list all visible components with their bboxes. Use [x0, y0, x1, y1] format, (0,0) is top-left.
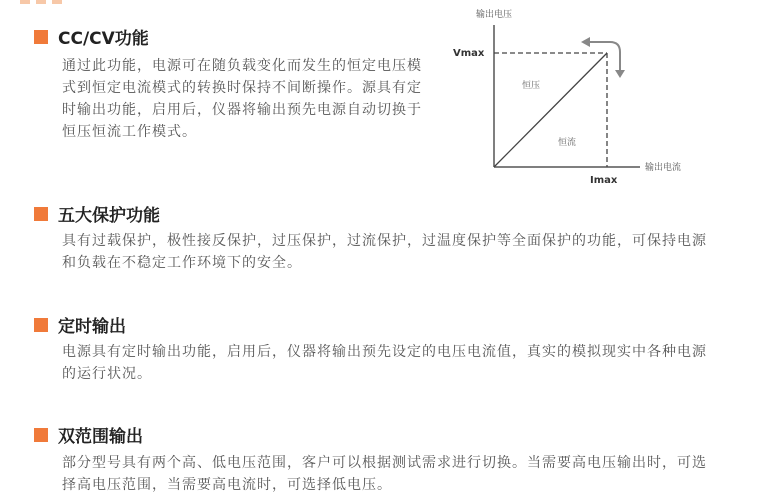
section-title-cccv: CC/CV功能	[34, 24, 149, 49]
orange-square-bullet-icon	[34, 30, 48, 44]
vmax-label: Vmax	[453, 48, 485, 59]
section-title-protection: 五大保护功能	[34, 201, 160, 226]
orange-square-bullet-icon	[34, 428, 48, 442]
imax-label: Imax	[590, 175, 618, 186]
cropped-heading-fragment	[20, 0, 80, 4]
section-body-dual-range: 部分型号具有两个高、低电压范围，客户可以根据测试需求进行切换。当需要高电压输出时，可选择高电压范围，当需要高电流时，可选择低电压。	[62, 455, 707, 493]
section-body-timed-output: 电源具有定时输出功能，启用后，仪器将输出预先设定的电压电流值，真实的模拟现实中各种电源的运行状况。	[62, 344, 707, 382]
cccv-diagram	[440, 0, 710, 190]
x-axis-label: 输出电流	[645, 163, 682, 173]
y-axis-label: 输出电压	[476, 10, 513, 20]
cc-region-label: 恒流	[558, 138, 577, 148]
section-title-timed-output: 定时输出	[34, 312, 126, 337]
orange-square-bullet-icon	[34, 318, 48, 332]
arrow-down-icon	[615, 70, 625, 78]
section-body-cccv: 通过此功能，电源可在随负载变化而发生的恒定电压模式到恒定电流模式的转换时保持不间断操作。源具有定时输出功能，启用后，仪器将输出预先电源自动切换于恒压恒流工作模式。	[62, 58, 422, 140]
orange-square-bullet-icon	[34, 207, 48, 221]
arrow-left-icon	[581, 37, 590, 47]
section-title-dual-range: 双范围输出	[34, 422, 143, 447]
section-body-protection: 具有过载保护，极性接反保护，过压保护，过流保护，过温度保护等全面保护的功能，可保持电源和负载在不稳定工作环境下的安全。	[62, 233, 707, 271]
cv-region-label: 恒压	[522, 81, 541, 91]
